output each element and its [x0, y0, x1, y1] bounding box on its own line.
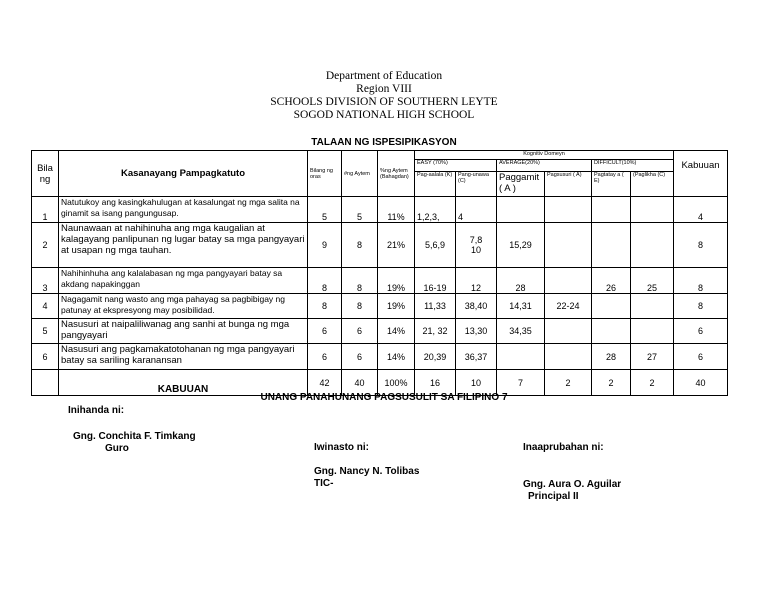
evaluating-cell	[592, 223, 631, 268]
header-porsyento: %ng Aytem (Bahagdan)	[378, 151, 415, 197]
evaluating-cell	[592, 294, 631, 319]
competency-text: Natutukoy ang kasingkahulugan at kasalungat ng mga salita na ginamit sa isang pangungusap.	[59, 197, 308, 223]
applying-cell: 34,35	[497, 319, 545, 344]
understanding-cell: 7,8 10	[456, 223, 497, 268]
approved-by-label: Inaaprubahan ni:	[523, 442, 604, 453]
row-number: 5	[32, 319, 59, 344]
items-cell: 6	[342, 344, 378, 370]
creating-cell	[631, 223, 674, 268]
analyzing-cell	[545, 197, 592, 223]
total-remembering: 16	[415, 370, 456, 396]
total-applying: 7	[497, 370, 545, 396]
header-paggamit: Paggamit ( A )	[497, 172, 545, 197]
percent-cell: 11%	[378, 197, 415, 223]
understanding-cell: 38,40	[456, 294, 497, 319]
header-aytem: #ng Aytem	[342, 151, 378, 197]
division-title: SCHOOLS DIVISION OF SOUTHERN LEYTE	[270, 96, 498, 108]
analyzing-cell	[545, 268, 592, 294]
total-cell: 6	[674, 319, 728, 344]
prepared-by-label: Inihanda ni:	[68, 405, 125, 416]
hours-cell: 5	[308, 197, 342, 223]
evaluating-cell	[592, 197, 631, 223]
row-number: 1	[32, 197, 59, 223]
remembering-cell: 5,6,9	[415, 223, 456, 268]
total-cell: 8	[674, 294, 728, 319]
creating-cell	[631, 319, 674, 344]
checked-by-role: TIC-	[314, 478, 334, 489]
creating-cell: 27	[631, 344, 674, 370]
total-hours: 42	[308, 370, 342, 396]
total-cell: 8	[674, 268, 728, 294]
remembering-cell: 16-19	[415, 268, 456, 294]
remembering-cell: 20,39	[415, 344, 456, 370]
header-kabuuan: Kabuuan	[674, 160, 728, 197]
total-percent: 100%	[378, 370, 415, 396]
analyzing-cell	[545, 344, 592, 370]
header-kabuuan-top	[674, 151, 728, 160]
header-difficult: DIFFICULT(10%)	[592, 160, 674, 172]
competency-text: Nasusuri ang pagkamakatotohanan ng mga pangyayari batay sa sariling karanansan	[59, 344, 308, 370]
total-cell: 8	[674, 223, 728, 268]
percent-cell: 21%	[378, 223, 415, 268]
competency-text: Nasusuri at naipaliliwanag ang sanhi at bunga ng mga pangyayari	[59, 319, 308, 344]
school-title: SOGOD NATIONAL HIGH SCHOOL	[293, 109, 475, 121]
applying-cell	[497, 344, 545, 370]
checked-by-label: Iwinasto ni:	[314, 442, 369, 453]
total-creating: 2	[631, 370, 674, 396]
analyzing-cell	[545, 223, 592, 268]
items-cell: 5	[342, 197, 378, 223]
applying-cell	[497, 197, 545, 223]
header-easy: EASY (70%)	[415, 160, 497, 172]
table-row	[32, 268, 728, 294]
hours-cell: 8	[308, 268, 342, 294]
row-number: 3	[32, 268, 59, 294]
competency-text: Nagagamit nang wasto ang mga pahayag sa pagbibigay ng patunay at ekspresyong may posibilidad.	[59, 294, 308, 319]
items-cell: 6	[342, 319, 378, 344]
specification-table	[31, 150, 728, 396]
header-bilang-oras: Bilang ng oras	[308, 151, 342, 197]
prepared-by-name: Gng. Conchita F. Timkang	[73, 431, 196, 442]
understanding-cell: 13,30	[456, 319, 497, 344]
evaluating-cell: 28	[592, 344, 631, 370]
applying-cell: 28	[497, 268, 545, 294]
header-pag-alala: Pag-aalala (K)	[415, 172, 456, 197]
total-items: 40	[342, 370, 378, 396]
analyzing-cell	[545, 319, 592, 344]
remembering-cell: 1,2,3,	[415, 197, 456, 223]
percent-cell: 19%	[378, 294, 415, 319]
creating-cell	[631, 294, 674, 319]
competency-text: Nahihinhuha ang kalalabasan ng mga pangyayari batay sa akdang napakinggan	[59, 268, 308, 294]
header-pagtataya: Pagtatay a ( E)	[592, 172, 631, 197]
table-row	[32, 344, 728, 370]
percent-cell: 19%	[378, 268, 415, 294]
approved-by-role: Principal II	[528, 491, 579, 502]
header-bilang: Bila ng	[32, 151, 59, 197]
items-cell: 8	[342, 294, 378, 319]
total-analyzing: 2	[545, 370, 592, 396]
grand-total: 40	[674, 370, 728, 396]
hours-cell: 6	[308, 344, 342, 370]
understanding-cell: 36,37	[456, 344, 497, 370]
prepared-by-role: Guro	[105, 443, 129, 454]
header-pagsusuri: Pagsusuri ( A)	[545, 172, 592, 197]
understanding-cell: 4	[456, 197, 497, 223]
remembering-cell: 11,33	[415, 294, 456, 319]
region-title: Region VIII	[356, 83, 412, 95]
total-understanding: 10	[456, 370, 497, 396]
table-row	[32, 197, 728, 223]
total-evaluating: 2	[592, 370, 631, 396]
department-title: Department of Education	[325, 70, 443, 82]
hours-cell: 8	[308, 294, 342, 319]
evaluating-cell	[592, 319, 631, 344]
applying-cell: 15,29	[497, 223, 545, 268]
remembering-cell: 21, 32	[415, 319, 456, 344]
applying-cell: 14,31	[497, 294, 545, 319]
analyzing-cell: 22-24	[545, 294, 592, 319]
row-number: 6	[32, 344, 59, 370]
header-kasanayan: Kasanayang Pampagkatuto	[59, 151, 308, 197]
approved-by-name: Gng. Aura O. Aguilar	[523, 479, 622, 490]
header-average: AVERAGE(20%)	[497, 160, 592, 172]
header-kognitiv-domeyn: Kognitiv Domeyn	[415, 151, 674, 160]
exam-title: UNANG PANAHUNANG PAGSUSULIT SA FILIPINO 7	[260, 392, 508, 403]
checked-by-name: Gng. Nancy N. Tolibas	[314, 466, 420, 477]
row-number: 4	[32, 294, 59, 319]
items-cell: 8	[342, 223, 378, 268]
percent-cell: 14%	[378, 319, 415, 344]
hours-cell: 6	[308, 319, 342, 344]
total-cell: 4	[674, 197, 728, 223]
row-number: 2	[32, 223, 59, 268]
percent-cell: 14%	[378, 344, 415, 370]
totals-label: KABUUAN	[59, 370, 308, 396]
items-cell: 8	[342, 268, 378, 294]
creating-cell	[631, 197, 674, 223]
evaluating-cell: 26	[592, 268, 631, 294]
header-pang-unawa: Pang-unawa (C)	[456, 172, 497, 197]
table-row	[32, 319, 728, 344]
table-title: TALAAN NG ISPESIPIKASYON	[311, 137, 457, 148]
header-paglikha: (Paglikha (C)	[631, 172, 674, 197]
competency-text: Naunawaan at nahihinuha ang mga kaugalian at kalagayang panlipunan ng lugar batay sa mga pangyayari at usapan ng mga tauhan.	[59, 223, 308, 268]
hours-cell: 9	[308, 223, 342, 268]
creating-cell: 25	[631, 268, 674, 294]
understanding-cell: 12	[456, 268, 497, 294]
table-row	[32, 294, 728, 319]
total-cell: 6	[674, 344, 728, 370]
table-row	[32, 223, 728, 268]
